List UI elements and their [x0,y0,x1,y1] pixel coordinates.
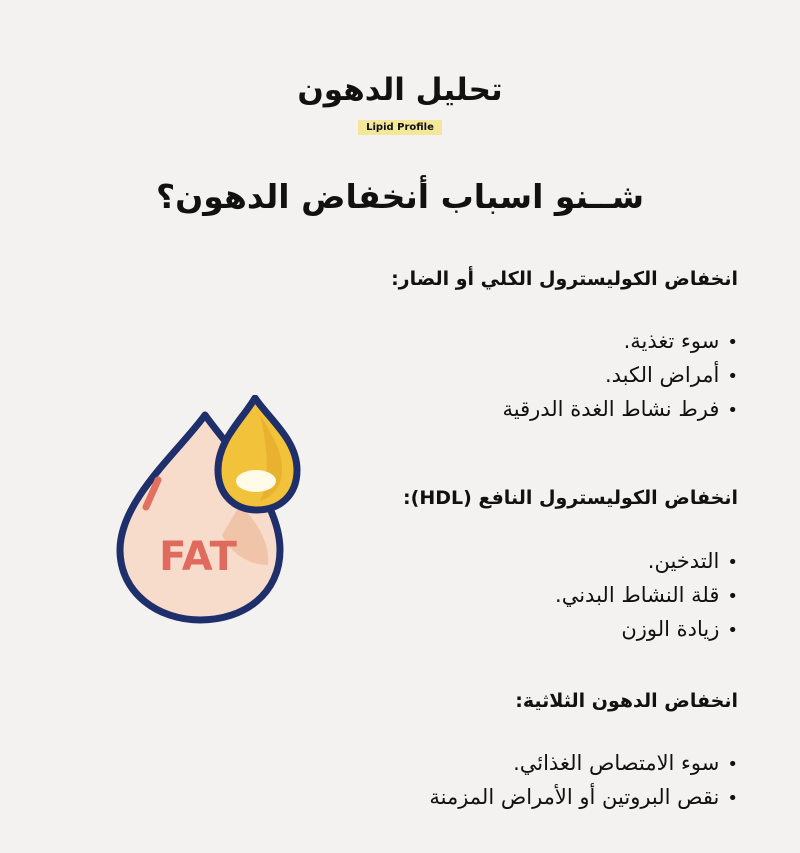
section-triglycerides [218,688,738,815]
list-item: •نقص البروتين أو الأمراض المزمنة [218,781,738,815]
bullet-icon: • [727,366,738,387]
cause-list [218,325,738,427]
section-heading: انخفاض الدهون الثلاثية: [515,690,738,712]
list-item: •سوء الامتصاص الغذائي. [218,747,738,781]
list-item: •أمراض الكبد. [218,359,738,393]
subtitle-wrap [0,115,800,135]
fat-label: FAT [159,534,237,580]
bullet-icon: • [727,332,738,353]
bullet-icon: • [727,400,738,421]
list-item: •زيادة الوزن [218,613,738,647]
page-subtitle: Lipid Profile [358,120,442,135]
bullet-icon: • [727,788,738,809]
list-item: •سوء تغذية. [218,325,738,359]
cause-list [218,747,738,815]
list-item: •قلة النشاط البدني. [218,579,738,613]
bullet-icon: • [727,586,738,607]
section-heading: انخفاض الكوليسترول النافع (HDL): [403,487,738,509]
cause-list [218,545,738,647]
bullet-icon: • [727,754,738,775]
bullet-icon: • [727,552,738,573]
section-hdl [218,485,738,647]
bullet-icon: • [727,620,738,641]
page-title: تحليل الدهون [297,72,503,108]
main-question: شــنو اسباب أنخفاض الدهون؟ [155,177,645,216]
list-item: •التدخين. [218,545,738,579]
section-total-ldl [218,266,738,427]
list-item: •فرط نشاط الغدة الدرقية [218,393,738,427]
section-heading: انخفاض الكوليسترول الكلي أو الضار: [391,268,738,290]
